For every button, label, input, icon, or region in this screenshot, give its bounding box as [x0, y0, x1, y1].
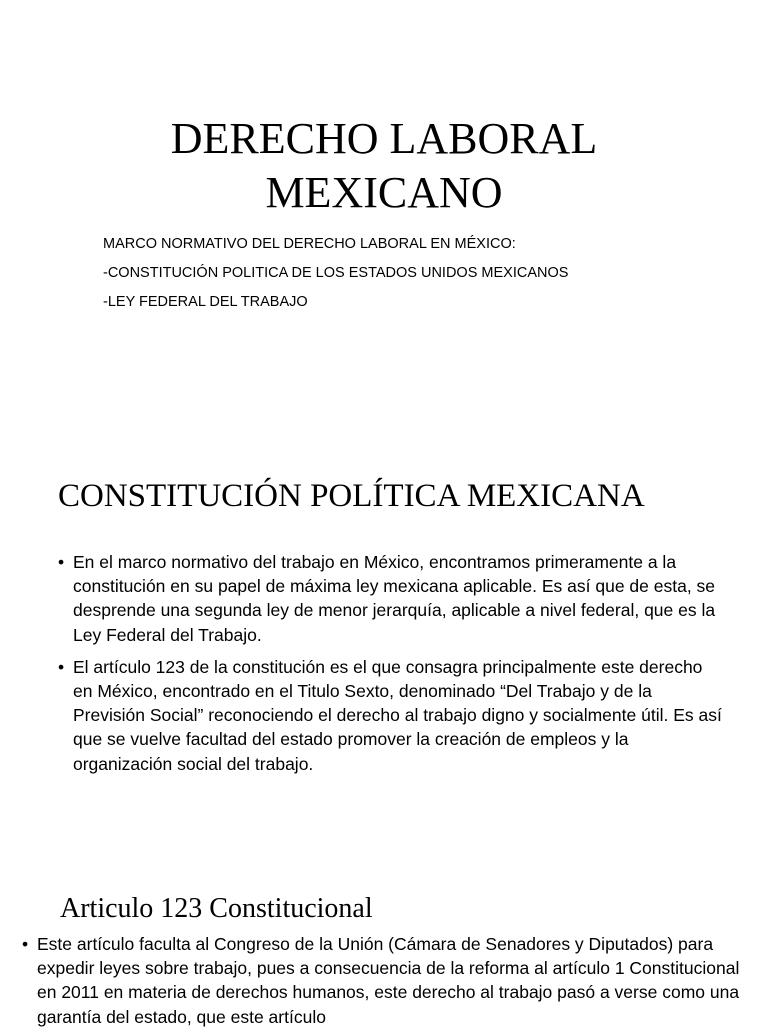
bullet-list — [58, 550, 723, 784]
slide-title-heading — [0, 112, 768, 220]
slide-constitucion — [0, 450, 768, 880]
bullet-text: En el marco normativo del trabajo en México, encontramos primeramente a la constitución en su papel de máxima ley mexicana aplicable. Es así que de esta, se desprende una segunda ley de menor jerarquía, aplicable a nivel federal, que es la Ley Federal del Trabajo. — [73, 552, 716, 645]
bullet-icon: • — [22, 934, 29, 954]
bullet-icon: • — [58, 552, 65, 572]
slide-articulo-123 — [0, 880, 768, 1027]
title-line-2: MEXICANO — [265, 168, 503, 217]
bullet-text: El artículo 123 de la constitución es el que consagra principalmente este derecho en México, encontrado en el Titulo Sexto, denominado “Del Trabajo y de la Previsión Social” reconociendo el derecho al trabajo digno y socialmente útil. Es así que se vuelve facultad del estado promover la creación de empleos y la organización social del trabajo. — [73, 656, 722, 774]
bullet-item — [22, 932, 758, 1029]
subtitle-line: -CONSTITUCIÓN POLITICA DE LOS ESTADOS UNIDOS MEXICANOS — [103, 265, 569, 281]
bullet-item — [58, 655, 723, 776]
slide-heading: Articulo 123 Constitucional — [60, 893, 373, 924]
bullet-list — [22, 932, 758, 1029]
slide-title — [0, 0, 768, 450]
subtitle-line: MARCO NORMATIVO DEL DERECHO LABORAL EN MÉXICO: — [103, 236, 516, 252]
bullet-icon: • — [58, 656, 65, 677]
slide-heading: CONSTITUCIÓN POLÍTICA MEXICANA — [58, 478, 645, 514]
bullet-text: Este artículo faculta al Congreso de la Unión (Cámara de Senadores y Diputados) para expedir leyes sobre trabajo, pues a consecuencia de la reforma al artículo 1 Constitucional en 2011 en materia de derechos humanos, este derecho al trabajo pasó a verse como una garantía del estado, que este artículo — [37, 934, 740, 1027]
bullet-item — [58, 550, 723, 647]
subtitle-line: -LEY FEDERAL DEL TRABAJO — [103, 294, 308, 310]
subtitle-list — [103, 230, 568, 317]
title-line-1: DERECHO LABORAL — [170, 114, 598, 163]
